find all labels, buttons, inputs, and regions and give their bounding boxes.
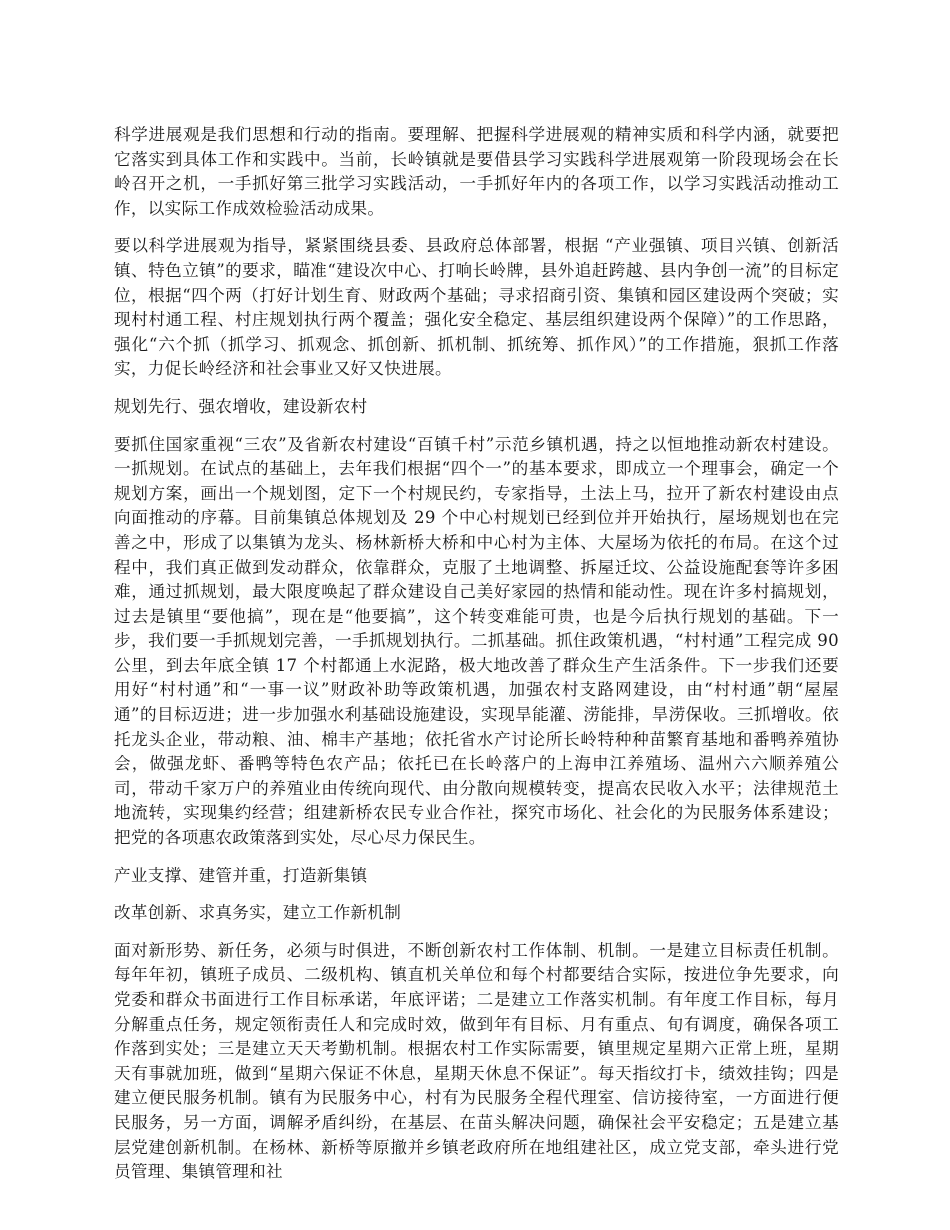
paragraph-new-countryside: 要抓住国家重视“三农”及省新农村建设“百镇千村”示范乡镇机遇，持之以恒地推动新农村建设。一抓规划。在试点的基础上，去年我们根据“四个一”的基本要求，即成立一个理事会，确定一个规划方案，画出一个规划图，定下一个村规民约，专家指导，土法上马，拉开了新农村建设由点向面推动的序幕。目前集镇总体规划及 29 个中心村规划已经到位并开始执行，屋场规划也在完善之中，形成了以集镇为龙头、杨林新桥大桥和中心村为主体、大屋场为依托的布局。在这个过程中，我们真正做到发动群众，依靠群众，克服了土地调整、拆屋迁坟、公益设施配套等许多困难，通过抓规划，最大限度唤起了群众建设自己美好家园的热情和能动性。现在许多村搞规划，过去是镇里“要他搞”，现在是“他要搞”，这个转变难能可贵，也是今后执行规划的基础。下一步，我们要一手抓规划完善，一手抓规划执行。二抓基础。抓住政策机遇，“村村通”工程完成 90 公里，到去年底全镇 17 个村都通上水泥路，极大地改善了群众生产生活条件。下一步我们还要用好“村村通”和“一事一议”财政补助等政策机遇，加强农村支路网建设，由“村村通”朝“屋屋通”的目标迈进；进一步加强水利基础设施建设，实现旱能灌、涝能排，旱涝保收。三抓增收。依托龙头企业，带动粮、油、棉丰产基地；依托省水产讨论所长岭特种种苗繁育基地和番鸭养殖协会，做强龙虾、番鸭等特色农产品；依托已在长岭落户的上海申江养殖场、温州六六顺养殖公司，带动千家万户的养殖业由传统向现代、由分散向规模转变，提高农民收入水平；法律规范土地流转，实现集约经营；组建新桥农民专业合作社，探究市场化、社会化的为民服务体系建设；把党的各项惠农政策落到实处，尽心尽力保民生。 [114, 434, 839, 848]
paragraph-new-mechanism: 面对新形势、新任务，必须与时俱进，不断创新农村工作体制、机制。一是建立目标责任机制。每年年初，镇班子成员、二级机构、镇直机关单位和每个村都要结合实际，按进位争先要求，向党委和群众书面进行工作目标承诺，年底评诺；二是建立工作落实机制。有年度工作目标，每月分解重点任务，规定领衔责任人和完成时效，做到年有目标、月有重点、旬有调度，确保各项工作落到实处；三是建立天天考勤机制。根据农村工作实际需要，镇里规定星期六正常上班，星期天有事就加班，做到“星期六保证不休息，星期天休息不保证”。每天指纹打卡，绩效挂钩；四是建立便民服务机制。镇有为民服务中心，村有为民服务全程代理室、信访接待室，一方面进行便民服务，另一方面，调解矛盾纠纷，在基层、在苗头解决问题，确保社会平安稳定；五是建立基层党建创新机制。在杨林、新桥等原撤并乡镇老政府所在地组建社区，成立党支部，牵头进行党员管理、集镇管理和社 [114, 940, 839, 1182]
document-page [114, 123, 839, 1198]
paragraph-intro: 科学进展观是我们思想和行动的指南。要理解、把握科学进展观的精神实质和科学内涵，就要把它落实到具体工作和实践中。当前，长岭镇就是要借县学习实践科学进展观第一阶段现场会在长岭召开之机，一手抓好第三批学习实践活动，一手抓好年内的各项工作，以学习实践活动推动工作，以实际工作成效检验活动成果。 [114, 125, 839, 218]
paragraph-guiding-principles: 要以科学进展观为指导，紧紧围绕县委、县政府总体部署，根据 “产业强镇、项目兴镇、创新活镇、特色立镇”的要求，瞄准“建设次中心、打响长岭牌，县外追赶跨越、县内争创一流”的目标定位，根据“四个两（打好计划生育、财政两个基础；寻求招商引资、集镇和园区建设两个突破；实现村村通工程、村庄规划执行两个覆盖；强化安全稳定、基层组织建设两个保障）”的工作思路，强化“六个抓（抓学习、抓观念、抓创新、抓机制、抓统筹、抓作风）”的工作措施，狠抓工作落实，力促长岭经济和社会事业又好又快进展。 [114, 236, 839, 379]
section-heading-new-mechanism: 改革创新、求真务实，建立工作新机制 [114, 903, 402, 923]
section-heading-new-town: 产业支撑、建管并重，打造新集镇 [114, 865, 368, 885]
section-heading-new-countryside: 规划先行、强农增收，建设新农村 [114, 396, 368, 416]
